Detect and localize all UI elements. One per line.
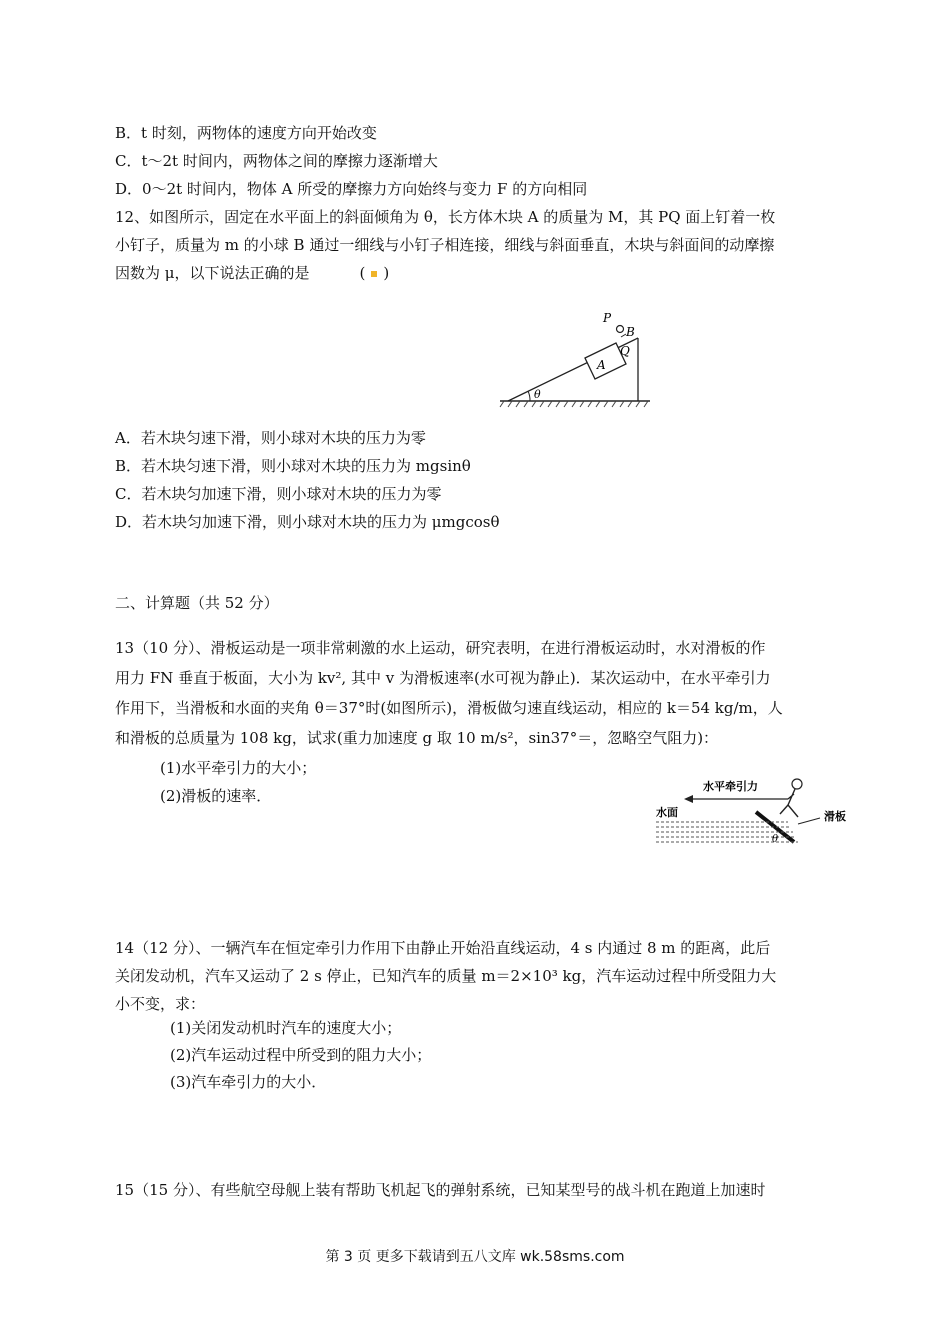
q13-line4: 和滑板的总质量为 108 kg，试求(重力加速度 g 取 10 m/s²，sin37°＝，忽略空气阻力)： bbox=[115, 729, 719, 747]
board-label: 滑板 bbox=[824, 810, 846, 823]
q12-answer-paren-open: ( bbox=[359, 264, 366, 282]
q14-sub3: (3)汽车牵引力的大小． bbox=[170, 1073, 327, 1091]
q14-line1: 14（12 分）、一辆汽车在恒定牵引力作用下由静止开始沿直线运动，4 s 内通过 8 m 的距离，此后 bbox=[115, 939, 771, 957]
q12-option-c: C．若木块匀加速下滑，则小球对木块的压力为零 bbox=[115, 485, 442, 503]
q12-stem-line1: 12、如图所示，固定在水平面上的斜面倾角为 θ，长方体木块 A 的质量为 M，其 PQ 面上钉着一枚 bbox=[115, 208, 776, 226]
ground-hatch bbox=[500, 401, 648, 407]
pull-force-label: 水平牵引力 bbox=[703, 780, 758, 793]
q13-line1: 13（10 分）、滑板运动是一项非常刺激的水上运动，研究表明，在进行滑板运动时，水对滑板的作 bbox=[115, 639, 766, 657]
q14-line2: 关闭发动机，汽车又运动了 2 s 停止，已知汽车的质量 m＝2×10³ kg，汽车运动过程中所受阻力大 bbox=[115, 967, 777, 985]
theta-label: θ bbox=[534, 388, 541, 401]
q14-line3: 小不变，求： bbox=[115, 995, 206, 1013]
section-title: 二、计算题（共 52 分） bbox=[115, 594, 279, 612]
incline-figure bbox=[490, 300, 660, 412]
pull-arrow-head bbox=[684, 795, 693, 803]
q11-option-d: D．0～2t 时间内，物体 A 所受的摩擦力方向始终与变力 F 的方向相同 bbox=[115, 180, 588, 198]
q12-stem-line3-text: 因数为 μ，以下说法正确的是 bbox=[115, 264, 310, 282]
q12-stem-line2: 小钉子，质量为 m 的小球 B 通过一细线与小钉子相连接，细线与斜面垂直，木块与斜面间的动摩擦 bbox=[115, 236, 775, 254]
q13-line3: 作用下，当滑板和水面的夹角 θ＝37°时(如图所示)，滑板做匀速直线运动，相应的 k＝54 kg/m，人 bbox=[115, 699, 783, 717]
q12-option-a: A．若木块匀速下滑，则小球对木块的压力为零 bbox=[115, 429, 426, 447]
block-a-label: A bbox=[597, 358, 606, 372]
q12-option-b: B．若木块匀速下滑，则小球对木块的压力为 mgsinθ bbox=[115, 457, 471, 475]
q13-sub2: (2)滑板的速率． bbox=[160, 787, 272, 805]
q12-answer-paren-close: ) bbox=[383, 264, 390, 282]
q11-option-b: B．t 时刻，两物体的速度方向开始改变 bbox=[115, 124, 377, 142]
b-label: B bbox=[626, 325, 635, 339]
water-label: 水面 bbox=[656, 806, 678, 819]
board-pointer bbox=[798, 818, 820, 824]
board-theta-label: θ bbox=[772, 834, 779, 845]
person-head bbox=[792, 779, 802, 789]
waterski-figure bbox=[648, 772, 858, 852]
q12-stem-line3 bbox=[115, 263, 389, 283]
q14-sub1: (1)关闭发动机时汽车的速度大小； bbox=[170, 1019, 402, 1037]
ball-b bbox=[617, 326, 624, 333]
q12-option-d: D．若木块匀加速下滑，则小球对木块的压力为 μmgcosθ bbox=[115, 513, 500, 531]
q11-option-c: C．t～2t 时间内，两物体之间的摩擦力逐渐增大 bbox=[115, 152, 438, 170]
q15-line1: 15（15 分）、有些航空母舰上装有帮助飞机起飞的弹射系统，已知某型号的战斗机在跑道上加速时 bbox=[115, 1181, 766, 1199]
q-label: Q bbox=[620, 344, 630, 358]
page-footer: 第 3 页 更多下载请到五八文库 wk.58sms.com bbox=[325, 1249, 625, 1265]
p-label: P bbox=[603, 311, 612, 325]
q13-line2: 用力 FN 垂直于板面，大小为 kv², 其中 v 为滑板速率(水可视为静止)．某次运动中，在水平牵引力 bbox=[115, 669, 771, 687]
q13-sub1: (1)水平牵引力的大小； bbox=[160, 759, 317, 777]
person-body bbox=[780, 789, 798, 817]
answer-blank-marker bbox=[371, 271, 377, 277]
q14-sub2: (2)汽车运动过程中所受到的阻力大小； bbox=[170, 1046, 432, 1064]
angle-arc bbox=[528, 391, 530, 401]
